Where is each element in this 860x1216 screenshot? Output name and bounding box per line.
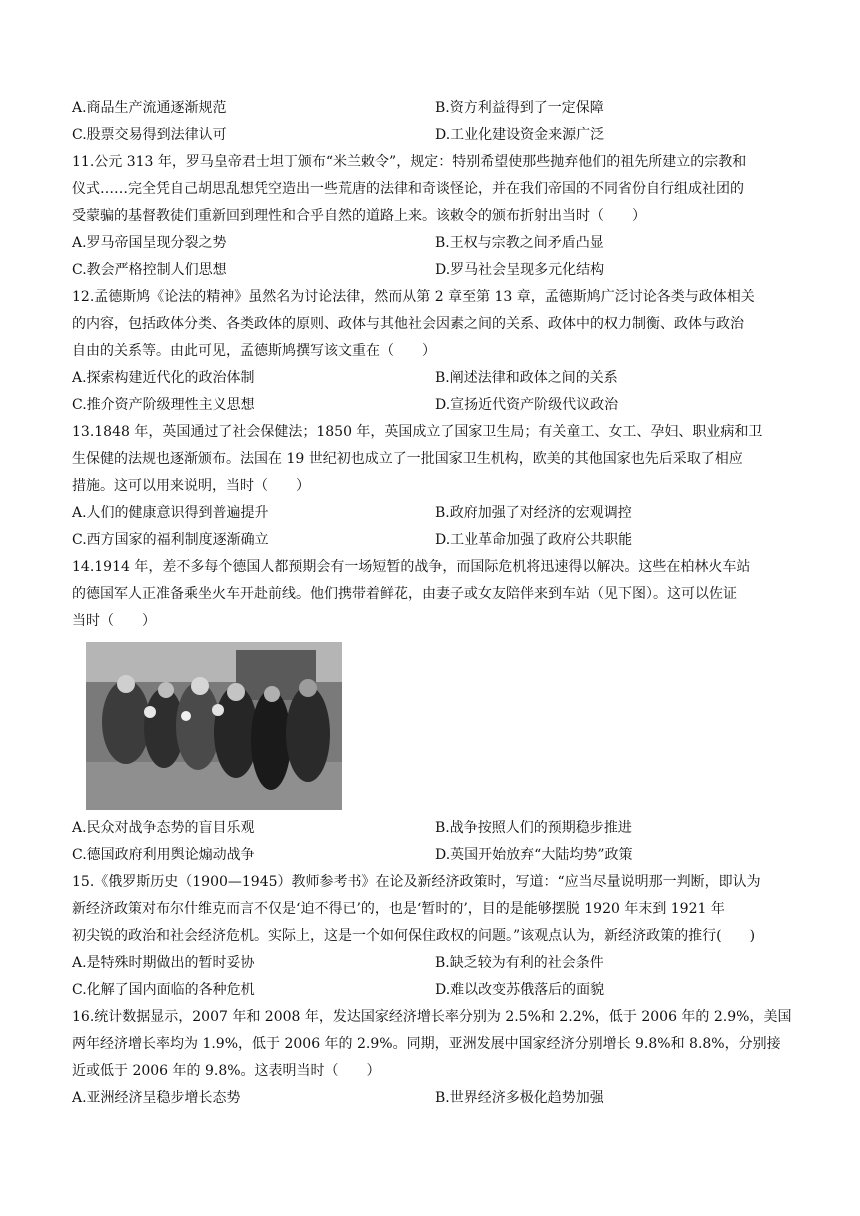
q13-stem-line-3: 措施。这可以用来说明，当时（ ） (72, 478, 310, 494)
q13-option-a[interactable]: A.人们的健康意识得到普遍提升 (72, 505, 269, 521)
q11-stem-line-3: 受蒙骗的基督教徒们重新回到理性和合乎自然的道路上来。该敕令的颁布折射出当时（ ） (72, 208, 646, 224)
q15-stem-line-1: 15.《俄罗斯历史（1900—1945）教师参考书》在论及新经济政策时，写道：“应当尽量说明那一判断，即认为 (72, 874, 761, 890)
q12-option-d[interactable]: D.宣扬近代资产阶级代议政治 (435, 397, 619, 413)
q13-stem-line-1: 13.1848 年，英国通过了社会保健法；1850 年，英国成立了国家卫生局；有关童工、女工、孕妇、职业病和卫 (72, 424, 763, 440)
q10-option-c[interactable]: C.股票交易得到法律认可 (72, 127, 227, 143)
q10-option-a[interactable]: A.商品生产流通逐渐规范 (72, 100, 227, 116)
q14-option-a[interactable]: A.民众对战争态势的盲目乐观 (72, 820, 255, 836)
q11-option-b[interactable]: B.王权与宗教之间矛盾凸显 (435, 235, 604, 251)
q15-stem-line-3: 初尖锐的政治和社会经济危机。实际上，这是一个如何保住政权的问题。”该观点认为，新经济政策的推行( ) (72, 928, 756, 944)
q12-stem-line-2: 的内容，包括政体分类、各类政体的原则、政体与其他社会因素之间的关系、政体中的权力制衡、政体与政治 (72, 316, 744, 332)
q11-stem-line-1: 11.公元 313 年，罗马皇帝君士坦丁颁布“米兰敕令”，规定：特别希望使那些抛弃他们的祖先所建立的宗教和 (72, 154, 747, 170)
q12-option-c[interactable]: C.推介资产阶级理性主义思想 (72, 397, 255, 413)
q12-option-a[interactable]: A.探索构建近代化的政治体制 (72, 370, 255, 386)
q12-stem-line-3: 自由的关系等。由此可见，孟德斯鸠撰写该文重在（ ） (72, 343, 436, 359)
q16-stem-line-1: 16.统计数据显示，2007 年和 2008 年，发达国家经济增长率分别为 2.5%和 2.2%，低于 2006 年的 2.9%，美国 (72, 1009, 792, 1025)
q14-stem-line-2: 的德国军人正准备乘坐火车开赴前线。他们携带着鲜花，由妻子或女友陪伴来到车站（见下图）。这可以佐证 (72, 586, 737, 602)
q13-stem-line-2: 生保健的法规也逐渐颁布。法国在 19 世纪初也成立了一批国家卫生机构，欧美的其他国家也先后采取了相应 (72, 451, 743, 467)
q13-option-c[interactable]: C.西方国家的福利制度逐渐确立 (72, 532, 269, 548)
q14-option-d[interactable]: D.英国开始放弃“大陆均势”政策 (435, 847, 633, 863)
q16-option-b[interactable]: B.世界经济多极化趋势加强 (435, 1090, 604, 1106)
q16-option-a[interactable]: A.亚洲经济呈稳步增长态势 (72, 1090, 241, 1106)
q14-option-b[interactable]: B.战争按照人们的预期稳步推进 (435, 820, 632, 836)
q15-option-d[interactable]: D.难以改变苏俄落后的面貌 (435, 982, 605, 998)
q11-option-c[interactable]: C.教会严格控制人们思想 (72, 262, 227, 278)
q14-stem-line-3: 当时（ ） (72, 613, 156, 629)
q15-option-a[interactable]: A.是特殊时期做出的暂时妥协 (72, 955, 255, 971)
q16-stem-line-3: 近或低于 2006 年的 9.8%。这表明当时（ ） (72, 1063, 381, 1079)
q11-stem-line-2: 仪式……完全凭自己胡思乱想凭空造出一些荒唐的法律和奇谈怪论，并在我们帝国的不同省份自行组成社团的 (72, 181, 744, 197)
q11-option-a[interactable]: A.罗马帝国呈现分裂之势 (72, 235, 227, 251)
q15-stem-line-2: 新经济政策对布尔什维克而言不仅是‘迫不得已’的，也是‘暂时的’，目的是能够摆脱 1920 年末到 1921 年 (72, 901, 725, 917)
q15-option-c[interactable]: C.化解了国内面临的各种危机 (72, 982, 255, 998)
q14-stem-line-1: 14.1914 年，差不多每个德国人都预期会有一场短暂的战争，而国际危机将迅速得以解决。这些在柏林火车站 (72, 559, 751, 575)
q12-option-b[interactable]: B.阐述法律和政体之间的关系 (435, 370, 618, 386)
q13-option-d[interactable]: D.工业革命加强了政府公共职能 (435, 532, 633, 548)
q14-option-c[interactable]: C.德国政府利用舆论煽动战争 (72, 847, 255, 863)
q15-option-b[interactable]: B.缺乏较为有利的社会条件 (435, 955, 604, 971)
q12-stem-line-1: 12.孟德斯鸠《论法的精神》虽然名为讨论法律，然而从第 2 章至第 13 章，孟德斯鸠广泛讨论各类与政体相关 (72, 289, 755, 305)
q10-option-d[interactable]: D.工业化建设资金来源广泛 (435, 127, 605, 143)
q11-option-d[interactable]: D.罗马社会呈现多元化结构 (435, 262, 605, 278)
berlin-station-soldiers-photo (86, 642, 342, 810)
q13-option-b[interactable]: B.政府加强了对经济的宏观调控 (435, 505, 632, 521)
q10-option-b[interactable]: B.资方利益得到了一定保障 (435, 100, 604, 116)
q16-stem-line-2: 两年经济增长率均为 1.9%，低于 2006 年的 2.9%。同期，亚洲发展中国家经济分别增长 9.8%和 8.8%，分别接 (72, 1036, 781, 1052)
